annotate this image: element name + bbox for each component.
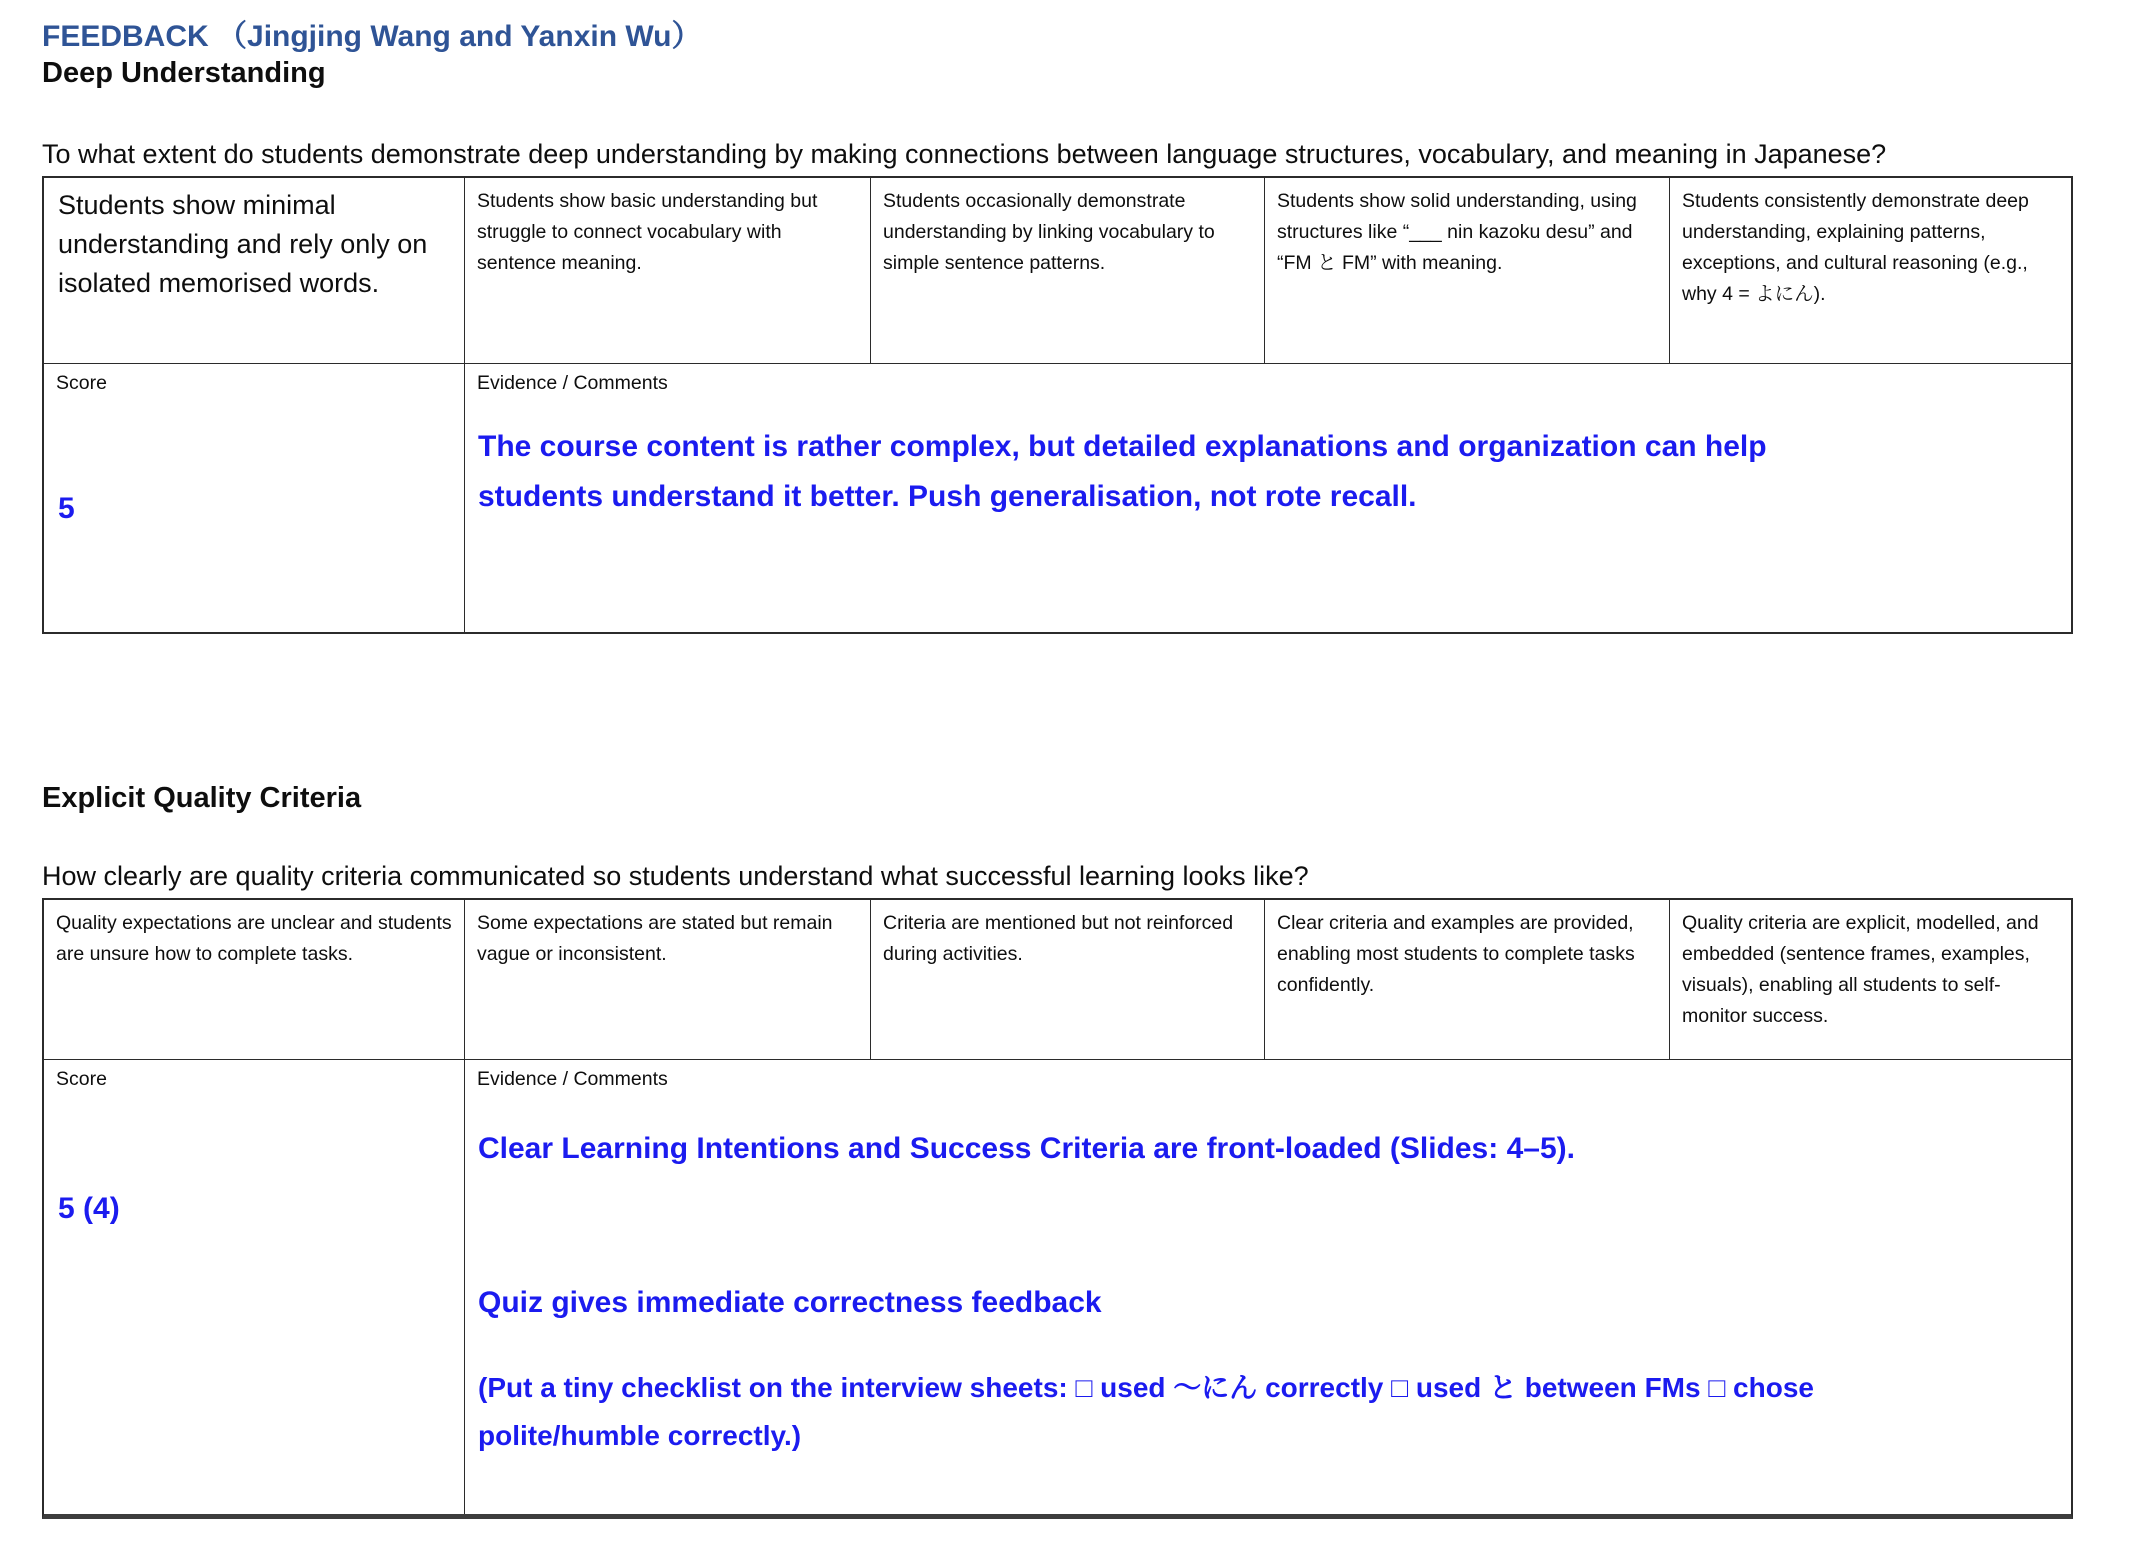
score-label: Score [56, 1068, 107, 1090]
evidence-comment-line-1: The course content is rather complex, but detailed explanations and organization can help [478, 430, 1767, 463]
score-cell [44, 1060, 465, 1514]
rubric-levels-row [44, 900, 2071, 1060]
evidence-checklist-line-2: polite/humble correctly.) [478, 1420, 802, 1451]
score-evidence-row [44, 1060, 2071, 1514]
level-cell-4: Clear criteria and examples are provided, enabling most students to complete tasks confidently. [1265, 900, 1670, 1060]
rubric-table-quality-criteria [42, 898, 2073, 1519]
section-heading-deep-understanding: Deep Understanding [42, 57, 326, 89]
level-cell-4: Students show solid understanding, using structures like “___ nin kazoku desu” and “FM と FM” with meaning. [1265, 178, 1670, 364]
level-cell-1: Quality expectations are unclear and students are unsure how to complete tasks. [44, 900, 465, 1060]
rubric-question-deep-understanding: To what extent do students demonstrate deep understanding by making connections between language structures, vocabulary, and meaning in Japanese? [42, 139, 1887, 169]
section-heading-explicit-quality-criteria: Explicit Quality Criteria [42, 782, 362, 814]
level-cell-2: Some expectations are stated but remain vague or inconsistent. [465, 900, 871, 1060]
score-evidence-row [44, 364, 2071, 632]
evidence-checklist-line-1: (Put a tiny checklist on the interview sheets: □ used 〜にん correctly □ used と between FMs □ chose [478, 1372, 1814, 1403]
evidence-comment-line-2: students understand it better. Push generalisation, not rote recall. [478, 480, 1417, 513]
evidence-label: Evidence / Comments [477, 372, 668, 394]
rubric-table-deep-understanding [42, 176, 2073, 634]
level-cell-5: Quality criteria are explicit, modelled, and embedded (sentence frames, examples, visuals), enabling all students to self-monitor success. [1670, 900, 2071, 1060]
level-cell-5: Students consistently demonstrate deep understanding, explaining patterns, exceptions, and cultural reasoning (e.g., why 4 = よにん). [1670, 178, 2071, 364]
document-title: FEEDBACK （Jingjing Wang and Yanxin Wu） [42, 20, 702, 53]
rubric-question-quality-criteria: How clearly are quality criteria communicated so students understand what successful learning looks like? [42, 861, 1309, 891]
evidence-cell [465, 1060, 2071, 1514]
evidence-label: Evidence / Comments [477, 1068, 668, 1090]
level-cell-1: Students show minimal understanding and rely only on isolated memorised words. [44, 178, 465, 364]
score-label: Score [56, 372, 107, 394]
score-value: 5 [58, 492, 75, 525]
evidence-cell [465, 364, 2071, 632]
level-cell-2: Students show basic understanding but struggle to connect vocabulary with sentence meaning. [465, 178, 871, 364]
evidence-comment-line-1: Clear Learning Intentions and Success Criteria are front-loaded (Slides: 4–5). [478, 1132, 1575, 1165]
score-cell [44, 364, 465, 632]
rubric-levels-row [44, 178, 2071, 364]
score-value: 5 (4) [58, 1192, 120, 1225]
level-cell-3: Students occasionally demonstrate understanding by linking vocabulary to simple sentence patterns. [871, 178, 1265, 364]
evidence-comment-line-2: Quiz gives immediate correctness feedback [478, 1286, 1102, 1319]
level-cell-3: Criteria are mentioned but not reinforced during activities. [871, 900, 1265, 1060]
